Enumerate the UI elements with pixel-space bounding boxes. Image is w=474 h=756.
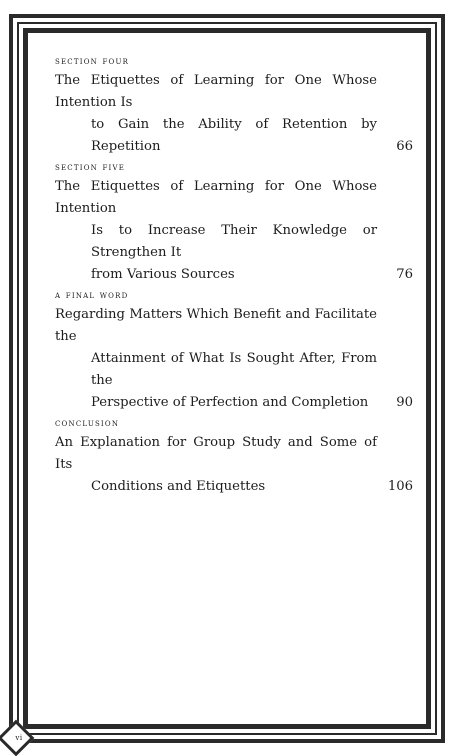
section-five-label: section five bbox=[55, 161, 126, 173]
toc-entry-title-line: Is to Increase Their Knowledge or Strengthen It bbox=[91, 223, 377, 260]
toc-page-number: 76 bbox=[396, 267, 413, 282]
toc-page-number: 106 bbox=[387, 479, 413, 494]
toc-entry-final-word[interactable] bbox=[55, 304, 413, 414]
final-word-label: a final word bbox=[55, 289, 129, 301]
toc-entry-title-line: to Gain the Ability of Retention by Repetition bbox=[91, 117, 377, 154]
table-of-contents bbox=[55, 53, 413, 499]
toc-entry-conclusion[interactable] bbox=[55, 432, 413, 498]
toc-entry-title-line: The Etiquettes of Learning for One Whose Intention Is bbox=[55, 73, 377, 110]
toc-entry-title-line: Regarding Matters Which Benefit and Facilitate the bbox=[55, 307, 377, 344]
section-four-label: section four bbox=[55, 55, 130, 67]
toc-page-number: 66 bbox=[396, 139, 413, 154]
toc-entry-section-five[interactable] bbox=[55, 176, 413, 286]
toc-entry-title-line: Perspective of Perfection and Completion bbox=[91, 395, 369, 410]
toc-entry-title-line: from Various Sources bbox=[91, 267, 235, 282]
toc-page-number: 90 bbox=[396, 395, 413, 410]
toc-entry-title-line: Conditions and Etiquettes bbox=[91, 479, 266, 494]
conclusion-label: conclusion bbox=[55, 417, 120, 429]
toc-entry-title-line: An Explanation for Group Study and Some of Its bbox=[55, 435, 377, 472]
toc-entry-title-line: The Etiquettes of Learning for One Whose Intention bbox=[55, 179, 377, 216]
page-number: vi bbox=[15, 734, 23, 742]
toc-entry-title-line: Attainment of What Is Sought After, From the bbox=[91, 351, 377, 388]
toc-entry-section-four[interactable] bbox=[55, 70, 413, 158]
